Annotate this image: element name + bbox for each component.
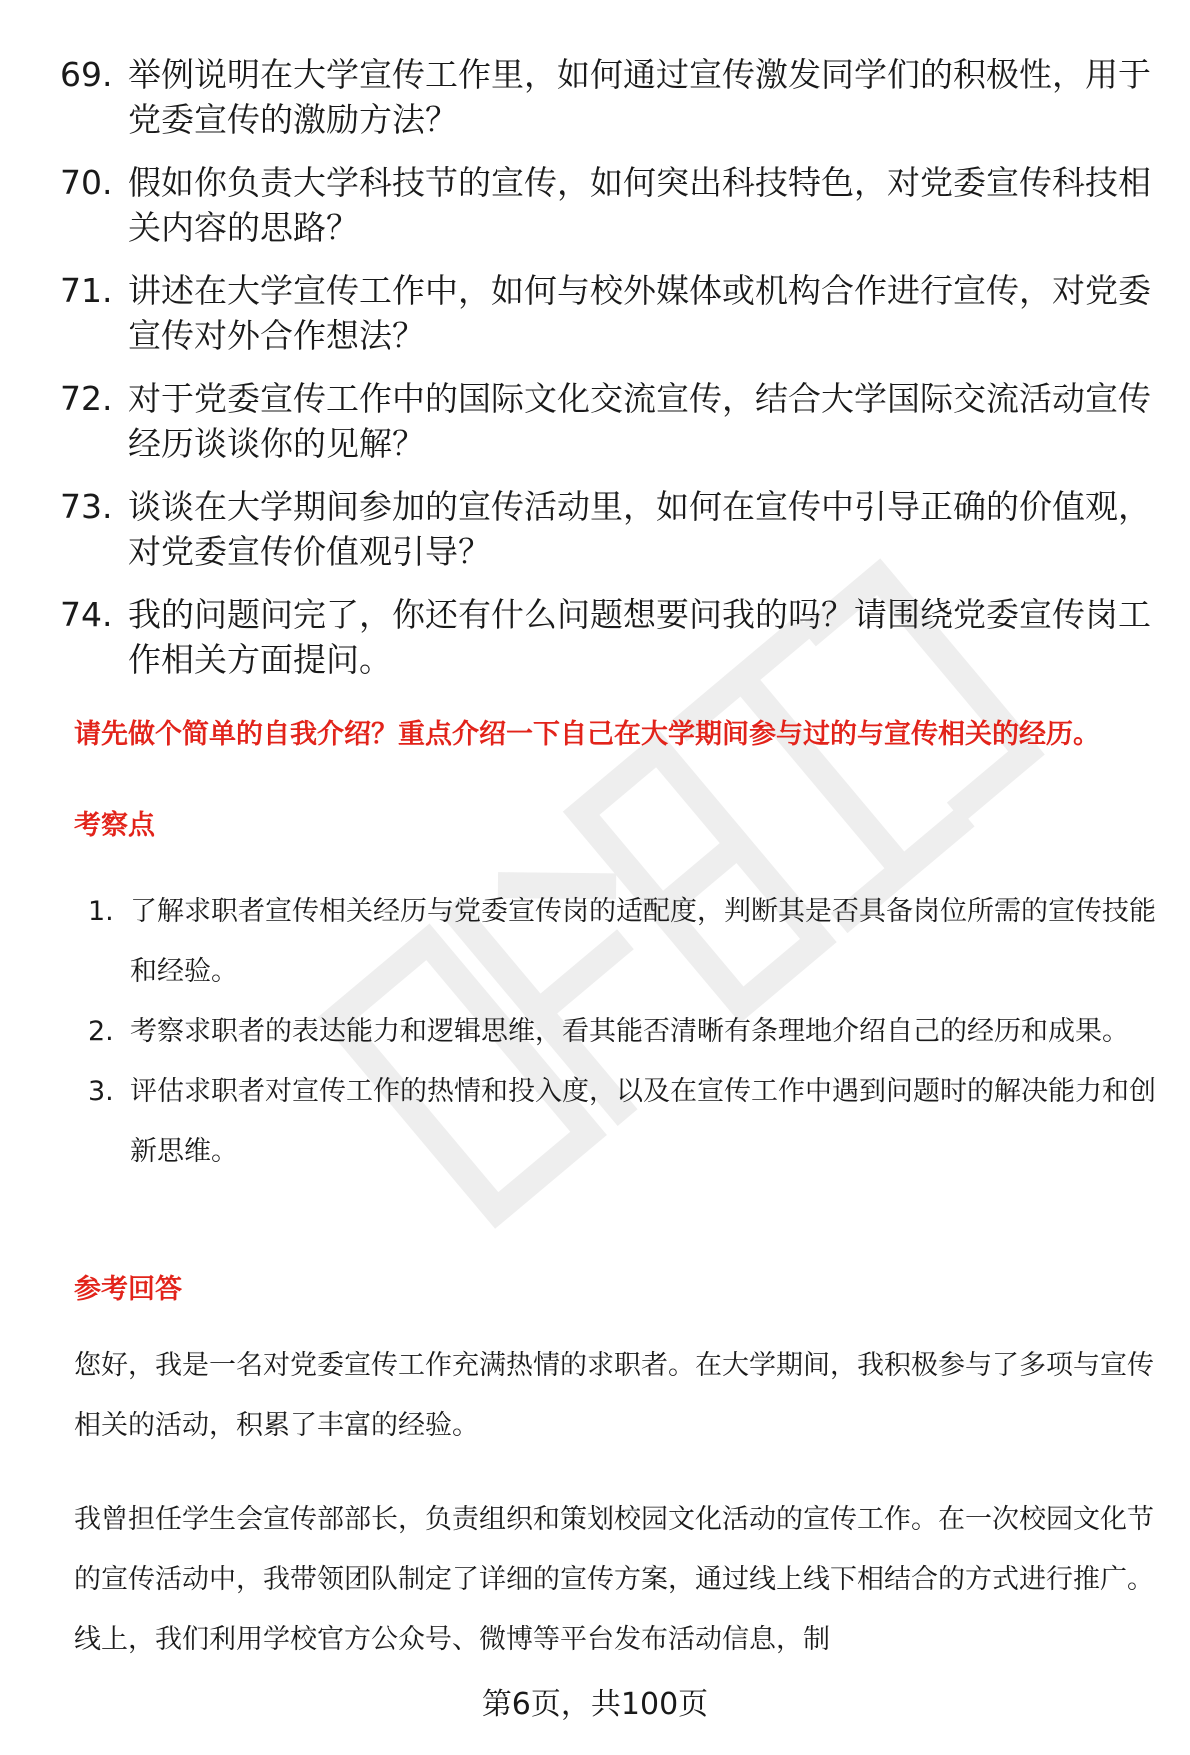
list-item xyxy=(60,592,1160,682)
list-item-number: 74. xyxy=(60,595,113,634)
list-item-number: 71. xyxy=(60,271,113,310)
list-item-number: 73. xyxy=(60,487,113,526)
list-item xyxy=(60,160,1160,250)
answer-paragraph: 我曾担任学生会宣传部部长，负责组织和策划校园文化活动的宣传工作。在一次校园文化节的宣传活动中，我带领团队制定了详细的宣传方案，通过线上线下相结合的方式进行推广。线上，我们利用学校官方公众号、微博等平台发布活动信息，制 xyxy=(74,1504,1154,1655)
list-item xyxy=(60,268,1160,358)
list-item-text: 讲述在大学宣传工作中，如何与校外媒体或机构合作进行宣传，对党委宣传对外合作想法？ xyxy=(128,271,1151,355)
list-item xyxy=(88,1002,1168,1062)
list-item-text: 对于党委宣传工作中的国际文化交流宣传，结合大学国际交流活动宣传经历谈谈你的见解？ xyxy=(128,379,1151,463)
answer-paragraph: 您好，我是一名对党委宣传工作充满热情的求职者。在大学期间，我积极参与了多项与宣传相关的活动，积累了丰富的经验。 xyxy=(74,1350,1154,1441)
list-item-text: 谈谈在大学期间参加的宣传活动里，如何在宣传中引导正确的价值观，对党委宣传价值观引导？ xyxy=(128,487,1151,571)
list-item-number: 70. xyxy=(60,163,113,202)
question-title: 请先做个简单的自我介绍？重点介绍一下自己在大学期间参与过的与宣传相关的经历。 xyxy=(74,719,1100,750)
list-item xyxy=(60,52,1160,142)
list-item-number: 1. xyxy=(88,896,114,927)
page-footer: 第6页，共100页 xyxy=(481,1687,709,1722)
list-item xyxy=(60,376,1160,466)
answer-heading: 参考回答 xyxy=(74,1274,182,1305)
list-item xyxy=(88,1062,1168,1182)
list-item-text: 了解求职者宣传相关经历与党委宣传岗的适配度，判断其是否具备岗位所需的宣传技能和经验。 xyxy=(130,896,1156,987)
list-item-number: 3. xyxy=(88,1076,114,1107)
list-item-number: 2. xyxy=(88,1016,114,1047)
list-item xyxy=(60,484,1160,574)
list-item-text: 考察求职者的表达能力和逻辑思维，看其能否清晰有条理地介绍自己的经历和成果。 xyxy=(130,1016,1129,1047)
list-item-number: 69. xyxy=(60,55,113,94)
list-item-text: 我的问题问完了，你还有什么问题想要问我的吗？请围绕党委宣传岗工作相关方面提问。 xyxy=(128,595,1151,679)
question-list xyxy=(60,52,1160,700)
points-list xyxy=(88,882,1168,1182)
list-item-text: 假如你负责大学科技节的宣传，如何突出科技特色，对党委宣传科技相关内容的思路？ xyxy=(128,163,1151,247)
points-heading: 考察点 xyxy=(74,810,155,841)
list-item-text: 举例说明在大学宣传工作里，如何通过宣传激发同学们的积极性，用于党委宣传的激励方法？ xyxy=(128,55,1151,139)
list-item-text: 评估求职者对宣传工作的热情和投入度，以及在宣传工作中遇到问题时的解决能力和创新思维。 xyxy=(130,1076,1156,1167)
list-item xyxy=(88,882,1168,1002)
list-item-number: 72. xyxy=(60,379,113,418)
